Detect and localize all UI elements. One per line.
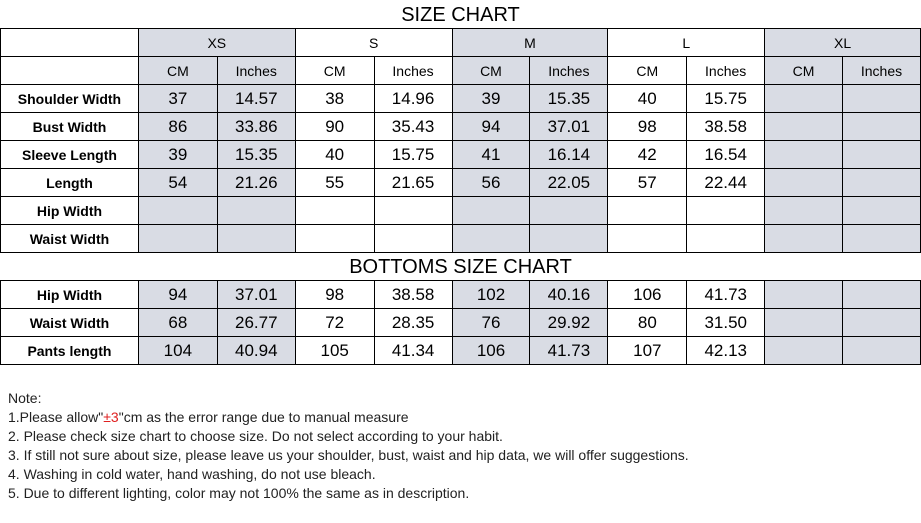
- unit-header-inches: Inches: [217, 57, 295, 85]
- table-cell: [842, 85, 920, 113]
- table-row: [1, 141, 921, 169]
- table-cell: [842, 169, 920, 197]
- table-cell: [138, 197, 217, 225]
- unit-header-inches: Inches: [530, 57, 608, 85]
- table-cell: 38.58: [374, 281, 452, 309]
- table-cell: 37.01: [217, 281, 295, 309]
- table-cell: 40: [608, 85, 687, 113]
- table-cell: [687, 197, 765, 225]
- table-cell: 94: [138, 281, 217, 309]
- table-cell: 33.86: [217, 113, 295, 141]
- table-cell: 38.58: [687, 113, 765, 141]
- table-cell: 31.50: [687, 309, 765, 337]
- row-label: Sleeve Length: [1, 141, 139, 169]
- table-cell: 42.13: [687, 337, 765, 365]
- unit-header-cm: CM: [765, 57, 843, 85]
- table-cell: [765, 169, 843, 197]
- table-cell: [843, 281, 921, 309]
- table-cell: [765, 281, 843, 309]
- note-1-text: 1.Please allow": [8, 409, 104, 425]
- table-cell: 107: [608, 337, 687, 365]
- table-cell: 41: [452, 141, 530, 169]
- table-cell: [217, 225, 295, 253]
- table-cell: 40.16: [530, 281, 608, 309]
- table-cell: 106: [452, 337, 530, 365]
- bottoms-body: [1, 281, 921, 365]
- table-row: [1, 337, 921, 365]
- table-cell: [687, 225, 765, 253]
- table-cell: 98: [608, 113, 687, 141]
- table-cell: [765, 141, 843, 169]
- table-cell: 22.44: [687, 169, 765, 197]
- row-label: Hip Width: [1, 197, 139, 225]
- table-cell: [217, 197, 295, 225]
- table-cell: [765, 337, 843, 365]
- table-cell: 94: [452, 113, 530, 141]
- table-cell: [374, 225, 452, 253]
- table-cell: [608, 197, 687, 225]
- table-cell: [765, 85, 843, 113]
- table-cell: [295, 225, 374, 253]
- table-cell: 37: [138, 85, 217, 113]
- bottoms-size-chart-title: BOTTOMS SIZE CHART: [349, 256, 572, 278]
- table-cell: [843, 309, 921, 337]
- unit-header-cm: CM: [608, 57, 687, 85]
- note-line-4: 4. Washing in cold water, hand washing, do not use bleach.: [8, 466, 376, 482]
- table-cell: 104: [138, 337, 217, 365]
- table-cell: 76: [452, 309, 530, 337]
- unit-header-inches: Inches: [842, 57, 920, 85]
- table-cell: 37.01: [530, 113, 608, 141]
- table-cell: 16.14: [530, 141, 608, 169]
- note-1-text-end: "cm as the error range due to manual measure: [118, 409, 409, 425]
- unit-header-cm: CM: [295, 57, 374, 85]
- table-cell: 40: [295, 141, 374, 169]
- table-cell: 106: [608, 281, 687, 309]
- size-header-row: [1, 29, 921, 57]
- table-cell: 21.26: [217, 169, 295, 197]
- table-row: [1, 281, 921, 309]
- table-cell: [452, 225, 530, 253]
- table-cell: 14.57: [217, 85, 295, 113]
- table-cell: 16.54: [687, 141, 765, 169]
- table-cell: 14.96: [374, 85, 452, 113]
- table-cell: 55: [295, 169, 374, 197]
- table-cell: 98: [295, 281, 374, 309]
- table-cell: [765, 225, 843, 253]
- table-cell: [530, 225, 608, 253]
- row-label: Waist Width: [1, 309, 139, 337]
- table-cell: [842, 225, 920, 253]
- corner-cell: [1, 29, 139, 57]
- table-cell: 90: [295, 113, 374, 141]
- note-line-1: [8, 408, 689, 427]
- table-row: [1, 197, 921, 225]
- table-cell: 86: [138, 113, 217, 141]
- table-cell: 28.35: [374, 309, 452, 337]
- table-row: [1, 113, 921, 141]
- table-row: [1, 225, 921, 253]
- table-cell: [452, 197, 530, 225]
- table-row: [1, 169, 921, 197]
- row-label: Length: [1, 169, 139, 197]
- table-cell: 56: [452, 169, 530, 197]
- table-cell: [842, 113, 920, 141]
- table-cell: [842, 141, 920, 169]
- table-cell: 15.75: [687, 85, 765, 113]
- table-cell: 15.75: [374, 141, 452, 169]
- table-cell: 42: [608, 141, 687, 169]
- table-cell: 35.43: [374, 113, 452, 141]
- bottoms-size-table: [0, 280, 921, 365]
- tops-body: [1, 85, 921, 253]
- table-cell: [138, 225, 217, 253]
- table-cell: 80: [608, 309, 687, 337]
- table-cell: 105: [295, 337, 374, 365]
- unit-header-row: [1, 57, 921, 85]
- size-header-xs: XS: [138, 29, 295, 57]
- table-cell: [765, 113, 843, 141]
- size-header-m: M: [452, 29, 608, 57]
- size-chart-title: SIZE CHART: [401, 4, 520, 26]
- row-label: Shoulder Width: [1, 85, 139, 113]
- note-line-3: 3. If still not sure about size, please leave us your shoulder, bust, waist and hip data, we will offer suggestions.: [8, 447, 689, 463]
- row-label: Waist Width: [1, 225, 139, 253]
- row-label: Pants length: [1, 337, 139, 365]
- table-cell: 41.34: [374, 337, 452, 365]
- row-label: Hip Width: [1, 281, 139, 309]
- table-cell: [608, 225, 687, 253]
- table-cell: [374, 197, 452, 225]
- table-cell: 15.35: [217, 141, 295, 169]
- table-cell: 38: [295, 85, 374, 113]
- tops-size-table: [0, 28, 921, 253]
- table-cell: 72: [295, 309, 374, 337]
- table-cell: 57: [608, 169, 687, 197]
- table-cell: [765, 197, 843, 225]
- table-cell: 21.65: [374, 169, 452, 197]
- row-label: Bust Width: [1, 113, 139, 141]
- table-cell: 68: [138, 309, 217, 337]
- note-line-5: 5. Due to different lighting, color may not 100% the same as in description.: [8, 485, 470, 501]
- table-cell: 41.73: [530, 337, 608, 365]
- table-cell: [765, 309, 843, 337]
- size-header-l: L: [608, 29, 765, 57]
- table-cell: [843, 337, 921, 365]
- table-row: [1, 309, 921, 337]
- size-header-s: S: [295, 29, 452, 57]
- note-1-tolerance: ±3: [103, 409, 119, 425]
- table-cell: 102: [452, 281, 530, 309]
- notes-section: [8, 389, 689, 503]
- table-cell: [842, 197, 920, 225]
- table-cell: 22.05: [530, 169, 608, 197]
- table-cell: 39: [452, 85, 530, 113]
- note-line-2: 2. Please check size chart to choose size. Do not select according to your habit.: [8, 428, 503, 444]
- table-row: [1, 85, 921, 113]
- size-header-xl: XL: [765, 29, 921, 57]
- notes-heading: Note:: [8, 390, 42, 406]
- table-cell: 15.35: [530, 85, 608, 113]
- table-cell: [295, 197, 374, 225]
- table-cell: 40.94: [217, 337, 295, 365]
- corner-cell: [1, 57, 139, 85]
- table-cell: [530, 197, 608, 225]
- unit-header-cm: CM: [138, 57, 217, 85]
- table-cell: 29.92: [530, 309, 608, 337]
- table-cell: 26.77: [217, 309, 295, 337]
- table-cell: 54: [138, 169, 217, 197]
- table-cell: 41.73: [687, 281, 765, 309]
- unit-header-inches: Inches: [374, 57, 452, 85]
- unit-header-inches: Inches: [687, 57, 765, 85]
- unit-header-cm: CM: [452, 57, 530, 85]
- table-cell: 39: [138, 141, 217, 169]
